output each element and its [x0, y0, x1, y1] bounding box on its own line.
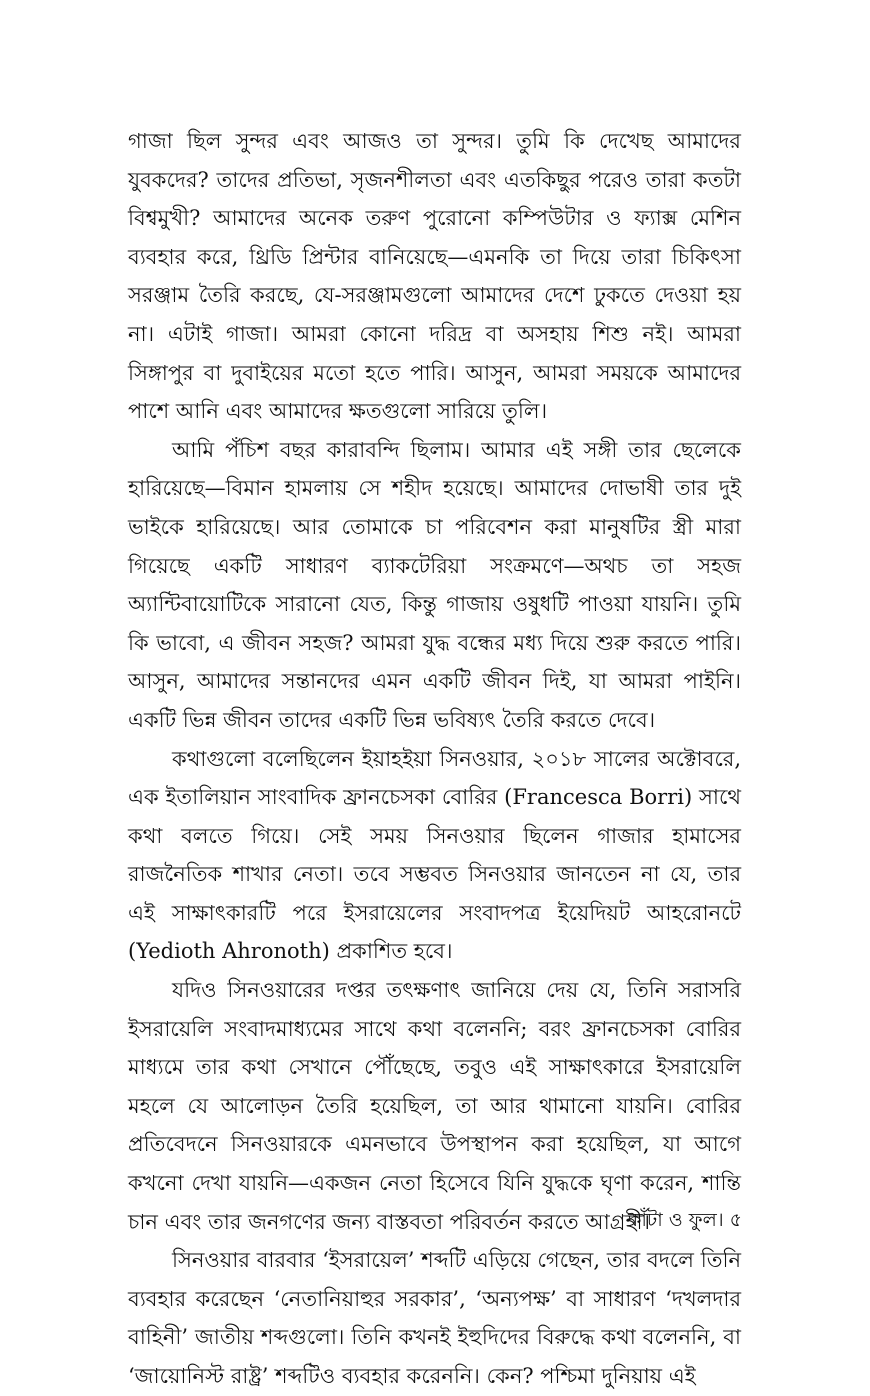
- paragraph-3: কথাগুলো বলেছিলেন ইয়াহইয়া সিনওয়ার, ২০১৮ সালের অক্টোবরে, এক ইতালিয়ান সাংবাদিক ফ্রানচেসকা বোরির (Francesca Borri) সাথে কথা বলতে গিয়ে। সেই সময় সিনওয়ার ছিলেন গাজার হামাসের রাজনৈতিক শাখার নেতা। তবে সম্ভবত সিনওয়ার জানতেন না যে, তার এই সাক্ষাৎকারটি পরে ইসরায়েলের সংবাদপত্র ইয়েদিয়ট আহরোনটে (Yedioth Ahronoth) প্রকাশিত হবে।: [128, 746, 741, 964]
- paragraph-5: সিনওয়ার বারবার ‘ইসরায়েল’ শব্দটি এড়িয়ে গেছেন, তার বদলে তিনি ব্যবহার করেছেন ‘নেতানিয়াহুর সরকার’, ‘অন্যপক্ষ’ বা সাধারণ ‘দখলদার বাহিনী’ জাতীয় শব্দগুলো। তিনি কখনই ইহুদিদের বিরুদ্ধে কথা বলেননি, বা ‘জায়োনিস্ট রাষ্ট্র’ শব্দটিও ব্যবহার করেননি। কেন? পশ্চিমা দুনিয়ায় এই: [128, 1248, 741, 1388]
- page-footer: কাঁটা ও ফুল। ৫: [628, 1209, 742, 1231]
- page-body: [128, 122, 741, 1396]
- paragraph-4: যদিও সিনওয়ারের দপ্তর তৎক্ষণাৎ জানিয়ে দেয় যে, তিনি সরাসরি ইসরায়েলি সংবাদমাধ্যমের সাথে কথা বলেননি; বরং ফ্রানচেসকা বোরির মাধ্যমে তার কথা সেখানে পৌঁছেছে, তবুও এই সাক্ষাৎকারে ইসরায়েলি মহলে যে আলোড়ন তৈরি হয়েছিল, তা আর থামানো যায়নি। বোরির প্রতিবেদনে সিনওয়ারকে এমনভাবে উপস্থাপন করা হয়েছিল, যা আগে কখনো দেখা যায়নি—একজন নেতা হিসেবে যিনি যুদ্ধকে ঘৃণা করেন, শান্তি চান এবং তার জনগণের জন্য বাস্তবতা পরিবর্তন করতে আগ্রহী।: [128, 978, 741, 1234]
- paragraph-1: গাজা ছিল সুন্দর এবং আজও তা সুন্দর। তুমি কি দেখেছ আমাদের যুবকদের? তাদের প্রতিভা, সৃজনশীলতা এবং এতকিছুর পরেও তারা কতটা বিশ্বমুখী? আমাদের অনেক তরুণ পুরোনো কম্পিউটার ও ফ্যাক্স মেশিন ব্যবহার করে, থ্রিডি প্রিন্টার বানিয়েছে—এমনকি তা দিয়ে তারা চিকিৎসা সরঞ্জাম তৈরি করছে, যে-সরঞ্জামগুলো আমাদের দেশে ঢুকতে দেওয়া হয় না। এটাই গাজা। আমরা কোনো দরিদ্র বা অসহায় শিশু নই। আমরা সিঙ্গাপুর বা দুবাইয়ের মতো হতে পারি। আসুন, আমরা সময়কে আমাদের পাশে আনি এবং আমাদের ক্ষতগুলো সারিয়ে তুলি।: [128, 129, 741, 424]
- paragraph-2: আমি পঁচিশ বছর কারাবন্দি ছিলাম। আমার এই সঙ্গী তার ছেলেকে হারিয়েছে—বিমান হামলায় সে শহীদ হয়েছে। আমাদের দোভাষী তার দুই ভাইকে হারিয়েছে। আর তোমাকে চা পরিবেশন করা মানুষটির স্ত্রী মারা গিয়েছে একটি সাধারণ ব্যাকটেরিয়া সংক্রমণে—অথচ তা সহজ অ্যান্টিবায়োটিকে সারানো যেত, কিন্তু গাজায় ওষুধটি পাওয়া যায়নি। তুমি কি ভাবো, এ জীবন সহজ? আমরা যুদ্ধ বন্ধের মধ্য দিয়ে শুরু করতে পারি। আসুন, আমাদের সন্তানদের এমন একটি জীবন দিই, যা আমরা পাইনি। একটি ভিন্ন জীবন তাদের একটি ভিন্ন ভবিষ্যৎ তৈরি করতে দেবে।: [128, 437, 741, 732]
